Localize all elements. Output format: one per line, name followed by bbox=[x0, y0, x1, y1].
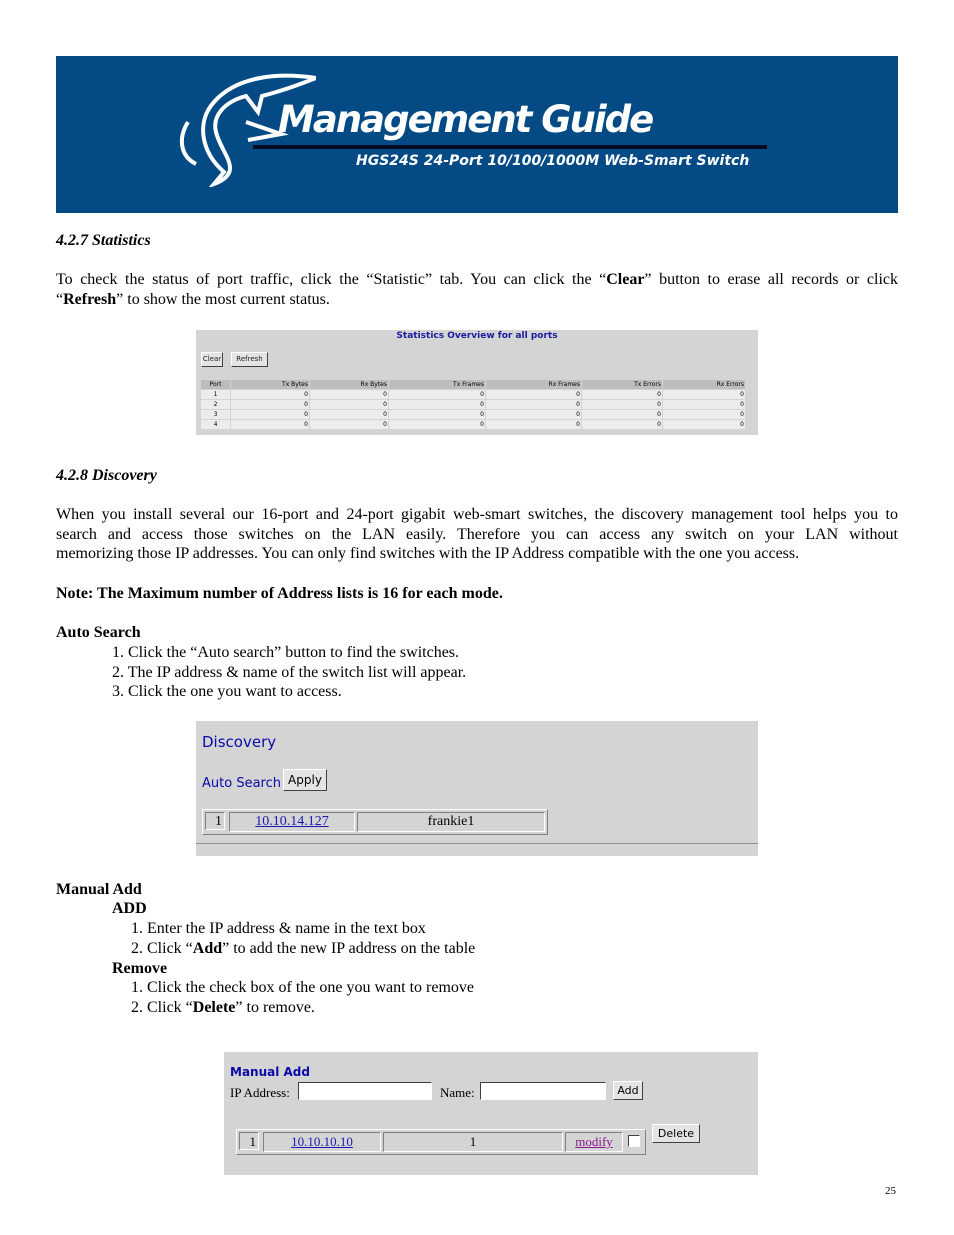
result-name: frankie1 bbox=[357, 812, 545, 832]
statistics-table bbox=[200, 379, 746, 430]
auto-search-step: 3. Click the one you want to access. bbox=[112, 683, 342, 700]
table-row: 1 0 0 0 0 0 0 bbox=[201, 390, 745, 399]
auto-search-step: 2. The IP address & name of the switch list will appear. bbox=[112, 664, 467, 681]
refresh-button[interactable]: Refresh bbox=[231, 352, 268, 367]
auto-search-label: Auto Search bbox=[202, 776, 281, 791]
discovery-paragraph-line2: search and access those switches on the LAN easily. Therefore you can access any switch on your LAN without bbox=[56, 526, 898, 543]
entry-index: 1 bbox=[239, 1132, 259, 1150]
page-number: 25 bbox=[885, 1185, 896, 1197]
discovery-heading: 4.2.8 Discovery bbox=[56, 467, 157, 484]
manual-add-panel bbox=[224, 1052, 758, 1175]
manual-add-heading: Manual Add bbox=[56, 881, 142, 898]
banner-subtitle: HGS24S 24-Port 10/100/1000M Web-Smart Switch bbox=[356, 153, 750, 169]
panel-divider bbox=[196, 843, 758, 844]
table-row: 3 0 0 0 0 0 0 bbox=[201, 410, 745, 419]
entry-modify-cell bbox=[565, 1132, 623, 1152]
statistics-panel-title: Statistics Overview for all ports bbox=[396, 331, 558, 341]
discovery-paragraph-line3: memorizing those IP addresses. You can only find switches with the IP Address compatible with the one you access. bbox=[56, 545, 800, 562]
discovery-paragraph-line1: When you install several our 16-port and 24-port gigabit web-smart switches, the discovery management tool helps you to bbox=[56, 506, 898, 523]
statistics-panel bbox=[196, 330, 758, 435]
statistics-heading: 4.2.7 Statistics bbox=[56, 232, 151, 249]
column-header: Tx Bytes bbox=[231, 380, 309, 389]
header-banner bbox=[56, 56, 898, 213]
add-step: 1. Enter the IP address & name in the text box bbox=[131, 920, 426, 937]
column-header: Rx Bytes bbox=[310, 380, 388, 389]
statistics-table-header bbox=[201, 380, 745, 389]
remove-step: 2. Click “Delete” to remove. bbox=[131, 999, 315, 1016]
column-header: Port bbox=[201, 380, 230, 389]
clear-button[interactable]: Clear bbox=[201, 352, 223, 367]
remove-step: 1. Click the check box of the one you want to remove bbox=[131, 979, 475, 996]
column-header: Rx Errors bbox=[663, 380, 745, 389]
auto-search-step: 1. Click the “Auto search” button to find the switches. bbox=[112, 644, 460, 661]
statistics-paragraph-line2: “Refresh” to show the most current status. bbox=[56, 291, 330, 308]
result-index: 1 bbox=[205, 812, 225, 830]
remove-heading: Remove bbox=[112, 960, 168, 977]
statistics-paragraph-line1: To check the status of port traffic, click the “Statistic” tab. You can click the “Clear” button to erase all records or click bbox=[56, 271, 899, 288]
max-address-note: Note: The Maximum number of Address lists is 16 for each mode. bbox=[56, 585, 503, 602]
apply-button[interactable]: Apply bbox=[283, 769, 327, 791]
table-row: 4 0 0 0 0 0 0 bbox=[201, 420, 745, 429]
add-button[interactable]: Add bbox=[613, 1081, 643, 1100]
name-label: Name: bbox=[440, 1085, 475, 1100]
discovery-result-row bbox=[202, 809, 548, 835]
manual-add-panel-title: Manual Add bbox=[230, 1065, 310, 1079]
banner-divider bbox=[253, 145, 767, 149]
discovery-panel bbox=[196, 721, 758, 856]
ip-address-input[interactable] bbox=[298, 1082, 432, 1100]
name-input[interactable] bbox=[480, 1082, 606, 1100]
remove-checkbox[interactable] bbox=[628, 1135, 640, 1147]
column-header: Tx Errors bbox=[582, 380, 662, 389]
add-heading: ADD bbox=[112, 900, 147, 917]
ip-address-label: IP Address: bbox=[230, 1085, 290, 1100]
discovery-panel-title: Discovery bbox=[202, 733, 277, 751]
entry-ip-link[interactable]: 10.10.10.10 bbox=[291, 1134, 353, 1149]
entry-ip-cell bbox=[263, 1132, 381, 1152]
result-ip-cell bbox=[229, 812, 355, 832]
table-row: 2 0 0 0 0 0 0 bbox=[201, 400, 745, 409]
modify-link[interactable]: modify bbox=[575, 1134, 613, 1149]
entry-name: 1 bbox=[383, 1132, 563, 1152]
column-header: Tx Frames bbox=[389, 380, 485, 389]
result-ip-link[interactable]: 10.10.14.127 bbox=[255, 814, 329, 829]
column-header: Rx Frames bbox=[486, 380, 581, 389]
auto-search-heading: Auto Search bbox=[56, 624, 141, 641]
add-step: 2. Click “Add” to add the new IP address on the table bbox=[131, 940, 476, 957]
manual-entry-row bbox=[236, 1129, 646, 1155]
banner-title: Management Guide bbox=[278, 98, 653, 141]
delete-button[interactable]: Delete bbox=[652, 1124, 700, 1143]
